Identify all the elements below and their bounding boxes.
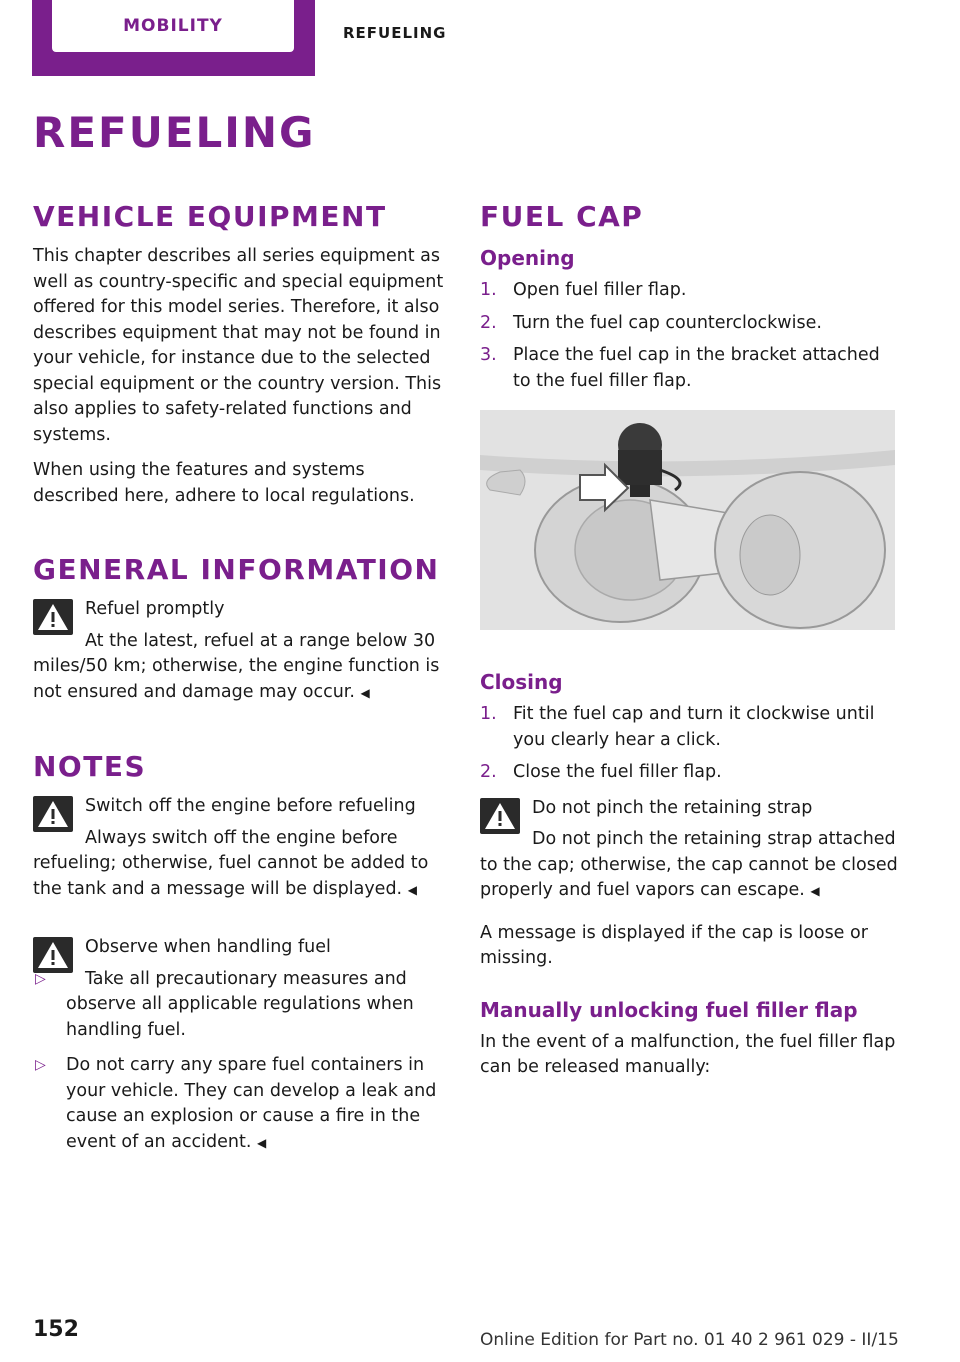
heading-closing: Closing xyxy=(480,670,563,694)
warning-body: At the latest, refuel at a range below 30 miles/50 km; otherwise, the engine function is not ensured and damage may occur. xyxy=(33,630,440,702)
list-item: 1. Fit the fuel cap and turn it clockwise until you clearly hear a click. xyxy=(480,704,875,750)
heading-fuel-cap: FUEL CAP xyxy=(480,200,644,233)
end-mark: ◀ xyxy=(407,882,417,897)
warning-sub-list xyxy=(33,967,447,1044)
tab-mobility[interactable] xyxy=(32,0,315,76)
opening-steps xyxy=(480,278,900,394)
warning-title: Switch off the engine before refueling xyxy=(85,796,416,816)
closing-steps xyxy=(480,702,900,786)
warning-retaining-strap xyxy=(480,796,900,905)
warning-handling-fuel xyxy=(33,935,447,1043)
tab-refueling[interactable]: REFUELING xyxy=(343,24,447,42)
heading-general-information: GENERAL INFORMATION xyxy=(33,553,440,586)
heading-notes: NOTES xyxy=(33,750,147,783)
list-item: ▷ Do not carry any spare fuel containers in your vehicle. They can develop a leak and cause an explosion or cause a fire in the event of an accident. ◀ xyxy=(35,1055,437,1152)
vehicle-equipment-p1: This chapter describes all series equipment as well as country-specific and special equipment offered for this model series. Therefore, it also describes equipment that may not be found in your vehicle, for instance due to the selected special equipment or the country version. This also applies to safety-related functions and systems. xyxy=(33,246,444,445)
warning-title: Do not pinch the retaining strap xyxy=(532,797,813,818)
page-number: 152 xyxy=(33,1317,79,1342)
manual-unlock-body: In the event of a malfunction, the fuel filler flap can be released manually: xyxy=(480,1031,896,1077)
notes-list xyxy=(33,1053,447,1156)
tab-mobility-label: MOBILITY xyxy=(123,16,223,36)
heading-manual-unlock: Manually unlocking fuel filler flap xyxy=(480,997,858,1022)
warning-body: Do not pinch the retaining strap attached to the cap; otherwise, the cap cannot be closed properly and fuel vapors can escape. xyxy=(480,829,898,900)
end-mark: ◀ xyxy=(810,884,820,898)
list-item: 3. Place the fuel cap in the bracket attached to the fuel filler flap. xyxy=(480,345,880,391)
warning-title: Observe when handling fuel xyxy=(85,937,331,957)
cap-message-text: A message is displayed if the cap is loose or missing. xyxy=(480,922,868,968)
warning-body: Always switch off the engine before refueling; otherwise, fuel cannot be added to the tank and a message will be displayed. xyxy=(33,827,429,899)
heading-opening: Opening xyxy=(480,246,575,270)
left-column xyxy=(33,200,447,1166)
fuel-cap-illustration xyxy=(480,410,895,630)
list-item: ▷ Take all precautionary measures and observe all applicable regulations when handling fuel. xyxy=(35,968,414,1040)
page-title: REFUELING xyxy=(33,108,316,157)
warning-switch-off-engine xyxy=(33,794,447,903)
header-tabbar xyxy=(0,0,960,78)
warning-triangle-icon xyxy=(33,796,73,832)
end-mark: ◀ xyxy=(360,685,370,700)
footer-edition: Online Edition for Part no. 01 40 2 961 029 - II/15 xyxy=(480,1330,899,1350)
bullet-triangle-icon: ▷ xyxy=(35,1057,46,1073)
right-column xyxy=(480,200,900,1091)
list-item: 2. Turn the fuel cap counterclockwise. xyxy=(480,312,822,333)
list-item: 1. Open fuel filler flap. xyxy=(480,280,687,300)
bullet-triangle-icon: ▷ xyxy=(35,970,46,987)
warning-triangle-icon xyxy=(480,798,520,834)
warning-refuel-promptly xyxy=(33,597,447,706)
vehicle-equipment-p2: When using the features and systems described here, adhere to local regulations. xyxy=(33,460,415,506)
end-mark: ◀ xyxy=(257,1135,267,1150)
heading-vehicle-equipment: VEHICLE EQUIPMENT xyxy=(33,200,387,233)
list-item: 2. Close the fuel filler flap. xyxy=(480,762,722,782)
warning-triangle-icon xyxy=(33,599,73,635)
warning-title: Refuel promptly xyxy=(85,599,225,619)
